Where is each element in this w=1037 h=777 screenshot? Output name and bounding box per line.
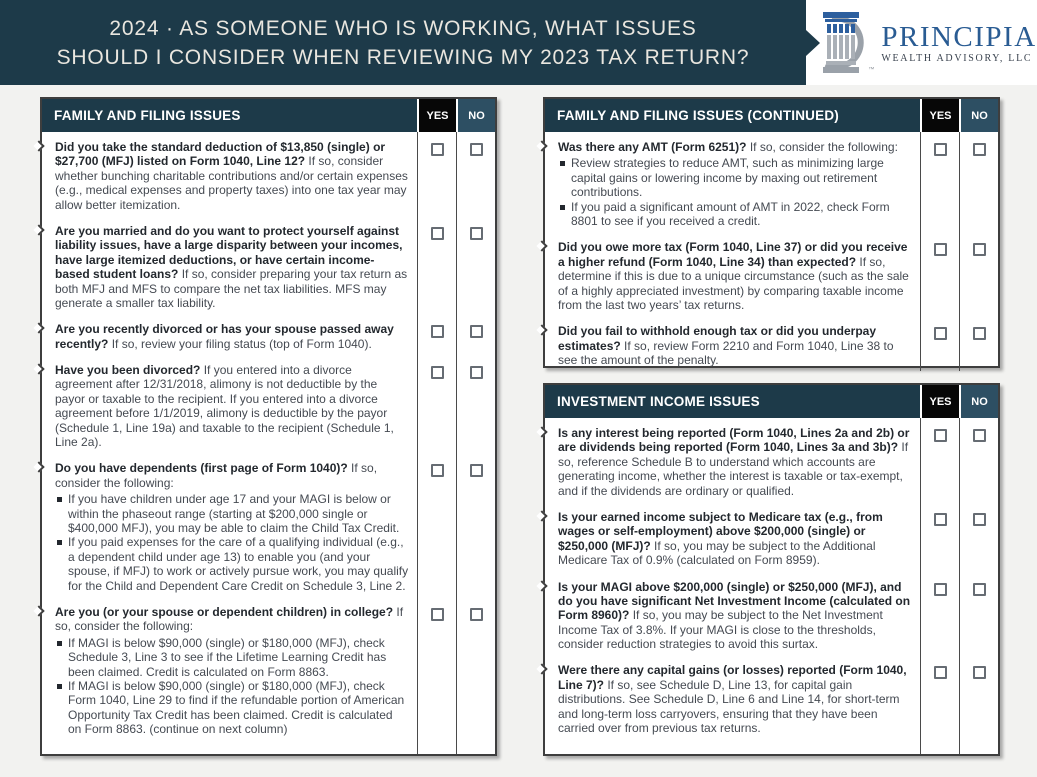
question-bold: Are you recently divorced or has your spouse passed away recently? bbox=[55, 322, 394, 351]
section-family-and-filing-issues bbox=[40, 97, 497, 756]
header-title-bar bbox=[0, 0, 806, 85]
question-bold: Were there any capital gains (or losses) reported (Form 1040, Line 7)? bbox=[558, 663, 907, 692]
yes-column-header: YES bbox=[920, 99, 959, 132]
question-detail: If so, consider preparing your tax return as both MFJ and MFS to compare the net tax liabilities. MFS may generate a smaller tax liability. bbox=[55, 267, 408, 310]
section-title: FAMILY AND FILING ISSUES (CONTINUED) bbox=[545, 99, 920, 132]
no-cell bbox=[456, 355, 495, 453]
section-header bbox=[42, 99, 495, 132]
question-row bbox=[42, 314, 495, 355]
bullet-text: If you have children under age 17 and your MAGI is below or within the phaseout range (starting at $200,000 single or $400,000 MFJ), you may be able to claim the Child Tax Credit. bbox=[68, 492, 400, 535]
no-checkbox[interactable] bbox=[973, 513, 986, 526]
header-arrow-notch bbox=[806, 30, 820, 56]
question-text bbox=[42, 216, 417, 314]
question-detail: If so, you may be subject to the Additional Medicare Tax of 0.9% (calculated on Form 8959). bbox=[558, 538, 876, 568]
no-cell bbox=[959, 232, 998, 316]
square-bullet-icon bbox=[57, 641, 62, 646]
question-bold: Are you (or your spouse or dependent children) in college? bbox=[55, 604, 394, 619]
yes-checkbox[interactable] bbox=[431, 143, 444, 156]
question-bold: Did you take the standard deduction of $13,850 (single) or $27,700 (MFJ) listed on Form 1040, Line 12? bbox=[55, 140, 386, 169]
chevron-right-icon bbox=[536, 580, 547, 591]
yes-cell bbox=[920, 572, 959, 656]
no-checkbox[interactable] bbox=[470, 464, 483, 477]
question-row bbox=[545, 316, 998, 371]
no-checkbox[interactable] bbox=[470, 608, 483, 621]
question-row bbox=[42, 597, 495, 754]
question-detail: If so, consider the following: bbox=[746, 140, 898, 154]
no-cell bbox=[456, 314, 495, 355]
trademark-symbol: ™ bbox=[868, 66, 875, 73]
bullet-item bbox=[560, 156, 912, 199]
yes-checkbox[interactable] bbox=[934, 327, 947, 340]
bullet-item bbox=[57, 679, 409, 737]
section-investment-income-issues bbox=[543, 383, 1000, 756]
chevron-right-icon bbox=[33, 224, 44, 235]
yes-checkbox[interactable] bbox=[934, 243, 947, 256]
no-cell bbox=[959, 502, 998, 572]
yes-checkbox[interactable] bbox=[431, 366, 444, 379]
question-row bbox=[545, 502, 998, 572]
yes-cell bbox=[417, 597, 456, 754]
question-bold: Have you been divorced? bbox=[55, 363, 201, 378]
question-detail: If so, consider the following: bbox=[55, 461, 378, 490]
yes-cell bbox=[920, 132, 959, 232]
question-detail: If so, determine if this is due to a unique circumstance (such as the sale of a highly appreciated investment) by comparing taxable income from the last two years’ tax returns. bbox=[558, 254, 909, 312]
question-detail: If so, you may be subject to the Net Investment Income Tax of 3.8%. If your MAGI is close to the thresholds, consider reduction strategies to avoid this surtax. bbox=[558, 608, 883, 652]
question-detail: If so, see Schedule D, Line 13, for capital gain distributions. See Schedule D, Line 6 and Line 14, for short-term and long-term loss carryovers, ensuring that they have been carried over from previous tax returns. bbox=[558, 677, 900, 736]
square-bullet-icon bbox=[560, 205, 565, 210]
question-text bbox=[545, 502, 920, 572]
question-detail: If so, review Form 2210 and Form 1040, Line 38 to see the amount of the penalty. bbox=[558, 338, 894, 368]
section-body bbox=[42, 132, 495, 754]
chevron-right-icon bbox=[33, 323, 44, 334]
question-row bbox=[545, 418, 998, 502]
yes-cell bbox=[920, 316, 959, 371]
section-header bbox=[545, 99, 998, 132]
bullet-item bbox=[560, 200, 912, 229]
chevron-right-icon bbox=[33, 140, 44, 151]
bullet-text: If MAGI is below $90,000 (single) or $180,000 (MFJ), check Schedule 3, Line 3 to see if the Lifetime Learning Credit has been claimed. Credit is calculated on Form 8863. bbox=[68, 635, 387, 679]
yes-checkbox[interactable] bbox=[934, 666, 947, 679]
yes-column-header: YES bbox=[417, 99, 456, 132]
yes-checkbox[interactable] bbox=[934, 429, 947, 442]
chevron-right-icon bbox=[536, 510, 547, 521]
yes-checkbox[interactable] bbox=[431, 325, 444, 338]
yes-checkbox[interactable] bbox=[934, 583, 947, 596]
no-checkbox[interactable] bbox=[973, 327, 986, 340]
page-title-line1: 2024 · AS SOMEONE WHO IS WORKING, WHAT ISSUES bbox=[109, 16, 697, 40]
question-bold: Are you married and do you want to protect yourself against liability issues, have a large disparity between your incomes, have large itemized deductions, or have certain income-based student loans? bbox=[55, 223, 403, 282]
question-text bbox=[42, 597, 417, 754]
question-bold: Did you owe more tax (Form 1040, Line 37) or did you receive a higher refund (Form 1040, Line 34) than expected? bbox=[558, 240, 908, 269]
yes-cell bbox=[920, 418, 959, 502]
section-title: FAMILY AND FILING ISSUES bbox=[42, 99, 417, 132]
bullet-text: If MAGI is below $90,000 (single) or $180,000 (MFJ), check Form 1040, Line 29 to find if the refundable portion of American Opportunity Tax Credit has been claimed. Credit is calculated on Form 8863. (continue on next column) bbox=[68, 678, 405, 737]
chevron-right-icon bbox=[33, 605, 44, 616]
bullet-item bbox=[57, 492, 409, 535]
section-body bbox=[545, 418, 998, 754]
no-column-header: NO bbox=[959, 99, 998, 132]
no-cell bbox=[456, 132, 495, 216]
question-detail: If so, reference Schedule B to understand which accounts are generating income, whether the interest is taxable or tax-exempt, and if the dividends are ordinary or qualified. bbox=[558, 440, 909, 498]
chevron-right-icon bbox=[33, 462, 44, 473]
yes-column-header: YES bbox=[920, 385, 959, 418]
question-text bbox=[42, 314, 417, 355]
no-checkbox[interactable] bbox=[973, 583, 986, 596]
no-checkbox[interactable] bbox=[470, 143, 483, 156]
square-bullet-icon bbox=[560, 161, 565, 166]
yes-cell bbox=[920, 655, 959, 754]
question-text bbox=[42, 132, 417, 216]
logo-subtitle: WEALTH ADVISORY, LLC bbox=[881, 52, 1033, 64]
content-area bbox=[0, 85, 1037, 756]
question-text bbox=[545, 655, 920, 754]
chevron-right-icon bbox=[536, 325, 547, 336]
question-row bbox=[545, 232, 998, 316]
no-checkbox[interactable] bbox=[470, 227, 483, 240]
question-text bbox=[42, 453, 417, 597]
no-column-header: NO bbox=[456, 99, 495, 132]
question-row bbox=[42, 355, 495, 453]
question-text bbox=[42, 355, 417, 453]
chevron-right-icon bbox=[536, 140, 547, 151]
question-row bbox=[42, 132, 495, 216]
right-column bbox=[543, 97, 1000, 756]
question-row bbox=[545, 132, 998, 232]
yes-cell bbox=[920, 232, 959, 316]
question-text bbox=[545, 572, 920, 656]
yes-cell bbox=[417, 216, 456, 314]
principia-column-icon bbox=[816, 11, 875, 75]
page-title-line2: SHOULD I CONSIDER WHEN REVIEWING MY 2023 TAX RETURN? bbox=[56, 45, 750, 69]
no-checkbox[interactable] bbox=[470, 366, 483, 379]
chevron-right-icon bbox=[536, 426, 547, 437]
question-row bbox=[545, 655, 998, 754]
question-row bbox=[42, 453, 495, 597]
yes-cell bbox=[417, 453, 456, 597]
question-bold: Was there any AMT (Form 6251)? bbox=[558, 140, 747, 154]
no-column-header: NO bbox=[959, 385, 998, 418]
section-body bbox=[545, 132, 998, 371]
question-bold: Is any interest being reported (Form 1040, Lines 2a and 2b) or are dividends being reported (Form 1040, Lines 3a and 3b)? bbox=[558, 426, 910, 455]
question-text bbox=[545, 232, 920, 316]
no-cell bbox=[959, 655, 998, 754]
square-bullet-icon bbox=[57, 540, 62, 545]
question-bold: Is your earned income subject to Medicare tax (e.g., from wages or self-employment) above $200,000 (single) or $250,000 (MFJ)? bbox=[558, 509, 883, 553]
yes-cell bbox=[417, 355, 456, 453]
section-family-and-filing-issues-continued bbox=[543, 97, 1000, 368]
no-checkbox[interactable] bbox=[470, 325, 483, 338]
question-bold: Do you have dependents (first page of Form 1040)? bbox=[55, 461, 348, 476]
bullet-text: If you paid a significant amount of AMT in 2022, check Form 8801 to see if you received a credit. bbox=[571, 199, 890, 228]
logo-name: PRINCIPIA bbox=[881, 20, 1037, 53]
yes-checkbox[interactable] bbox=[934, 143, 947, 156]
yes-cell bbox=[417, 314, 456, 355]
no-cell bbox=[959, 418, 998, 502]
no-cell bbox=[456, 453, 495, 597]
no-checkbox[interactable] bbox=[973, 666, 986, 679]
question-detail: If so, consider whether bunching charitable contributions and/or certain expenses (e.g., medical expenses and property taxes) into one tax year may allow better itemization. bbox=[55, 154, 408, 212]
square-bullet-icon bbox=[57, 497, 62, 502]
bullet-text: If you paid expenses for the care of a qualifying individual (e.g., a dependent child under age 13) to enable you (and your spouse, if MFJ) to work or actively pursue work, you may qualify for the Child and Dependent Care Credit on Schedule 3, Line 2. bbox=[68, 535, 409, 593]
question-detail: If so, consider the following: bbox=[55, 604, 404, 634]
bullet-item bbox=[57, 636, 409, 679]
question-detail: If so, review your filing status (top of Form 1040). bbox=[108, 336, 372, 351]
no-cell bbox=[456, 597, 495, 754]
bullet-text: Review strategies to reduce AMT, such as minimizing large capital gains or lowering income by maxing out retirement contributions. bbox=[571, 156, 884, 200]
yes-checkbox[interactable] bbox=[431, 464, 444, 477]
question-bold: Did you fail to withhold enough tax or did you underpay estimates? bbox=[558, 324, 876, 353]
no-checkbox[interactable] bbox=[973, 429, 986, 442]
no-checkbox[interactable] bbox=[973, 143, 986, 156]
question-text bbox=[545, 316, 920, 371]
question-row bbox=[545, 572, 998, 656]
yes-cell bbox=[920, 502, 959, 572]
question-text bbox=[545, 418, 920, 502]
yes-checkbox[interactable] bbox=[431, 608, 444, 621]
question-bold: Is your MAGI above $200,000 (single) or $250,000 (MFJ), and do you have significant Net Investment Income (calculated on Form 8960)? bbox=[558, 579, 911, 623]
no-cell bbox=[456, 216, 495, 314]
yes-checkbox[interactable] bbox=[934, 513, 947, 526]
bullet-item bbox=[57, 535, 409, 593]
left-column bbox=[40, 97, 497, 756]
no-cell bbox=[959, 132, 998, 232]
bullet-list bbox=[55, 636, 409, 737]
section-header bbox=[545, 385, 998, 418]
yes-checkbox[interactable] bbox=[431, 227, 444, 240]
no-cell bbox=[959, 572, 998, 656]
chevron-right-icon bbox=[536, 664, 547, 675]
page-header bbox=[0, 0, 1037, 85]
logo bbox=[806, 0, 1037, 85]
chevron-right-icon bbox=[536, 241, 547, 252]
square-bullet-icon bbox=[57, 684, 62, 689]
bullet-list bbox=[558, 156, 912, 228]
chevron-right-icon bbox=[33, 363, 44, 374]
section-title: INVESTMENT INCOME ISSUES bbox=[545, 385, 920, 418]
bullet-list bbox=[55, 492, 409, 593]
question-detail: If you entered into a divorce agreement after 12/31/2018, alimony is not deductible by the payor or taxable to the recipient. If you entered into a divorce agreement before 1/1/2019, alimony is deductible by the payor (Schedule 1, Line 19a) and taxable to the recipient (Schedule 1, Line 2a). bbox=[55, 363, 394, 450]
question-text bbox=[545, 132, 920, 232]
yes-cell bbox=[417, 132, 456, 216]
no-checkbox[interactable] bbox=[973, 243, 986, 256]
question-row bbox=[42, 216, 495, 314]
no-cell bbox=[959, 316, 998, 371]
